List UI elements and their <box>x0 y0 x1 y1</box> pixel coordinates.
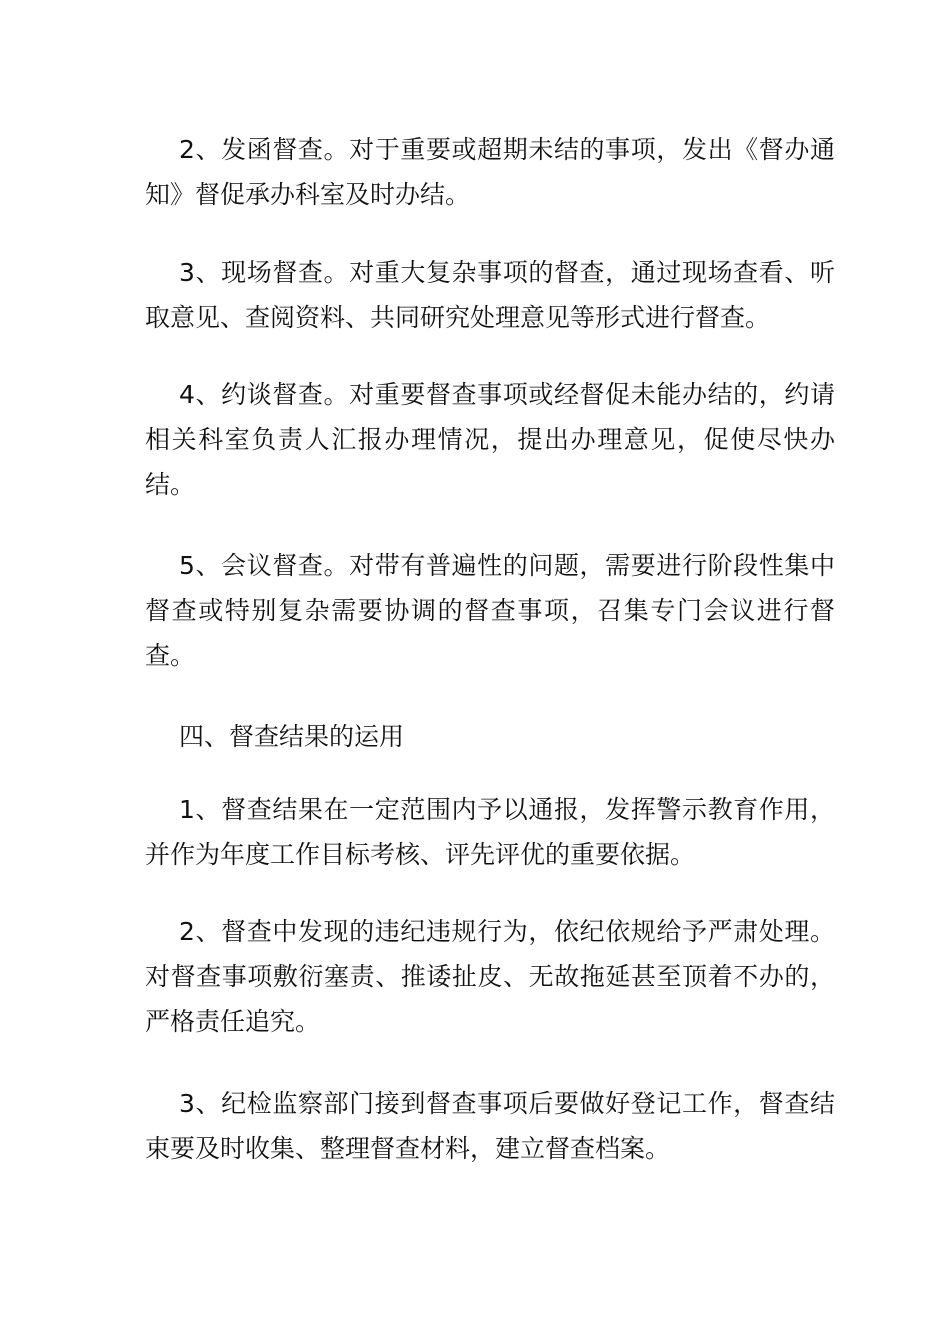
paragraph-onsite-supervision: 3、现场督查。对重大复杂事项的督查，通过现场查看、听取意见、查阅资料、共同研究处理意见等形式进行督查。 <box>145 258 835 332</box>
section-heading-results-usage: 四、督查结果的运用 <box>179 722 405 751</box>
paragraph-results-notification: 1、督查结果在一定范围内予以通报，发挥警示教育作用，并作为年度工作目标考核、评先评优的重要依据。 <box>145 795 835 869</box>
paragraph-interview-supervision: 4、约谈督查。对重要督查事项或经督促未能办结的，约请相关科室负责人汇报办理情况，提出办理意见，促使尽快办结。 <box>145 380 835 499</box>
paragraph-violation-handling: 2、督查中发现的违纪违规行为，依纪依规给予严肃处理。对督查事项敷衍塞责、推诿扯皮、无故拖延甚至顶着不办的，严格责任追究。 <box>145 917 835 1036</box>
paragraph-record-keeping: 3、纪检监察部门接到督查事项后要做好登记工作，督查结束要及时收集、整理督查材料，建立督查档案。 <box>145 1089 835 1163</box>
paragraph-meeting-supervision: 5、会议督查。对带有普遍性的问题，需要进行阶段性集中督查或特别复杂需要协调的督查事项，召集专门会议进行督查。 <box>145 551 835 670</box>
paragraph-written-supervision: 2、发函督查。对于重要或超期未结的事项，发出《督办通知》督促承办科室及时办结。 <box>145 135 835 209</box>
